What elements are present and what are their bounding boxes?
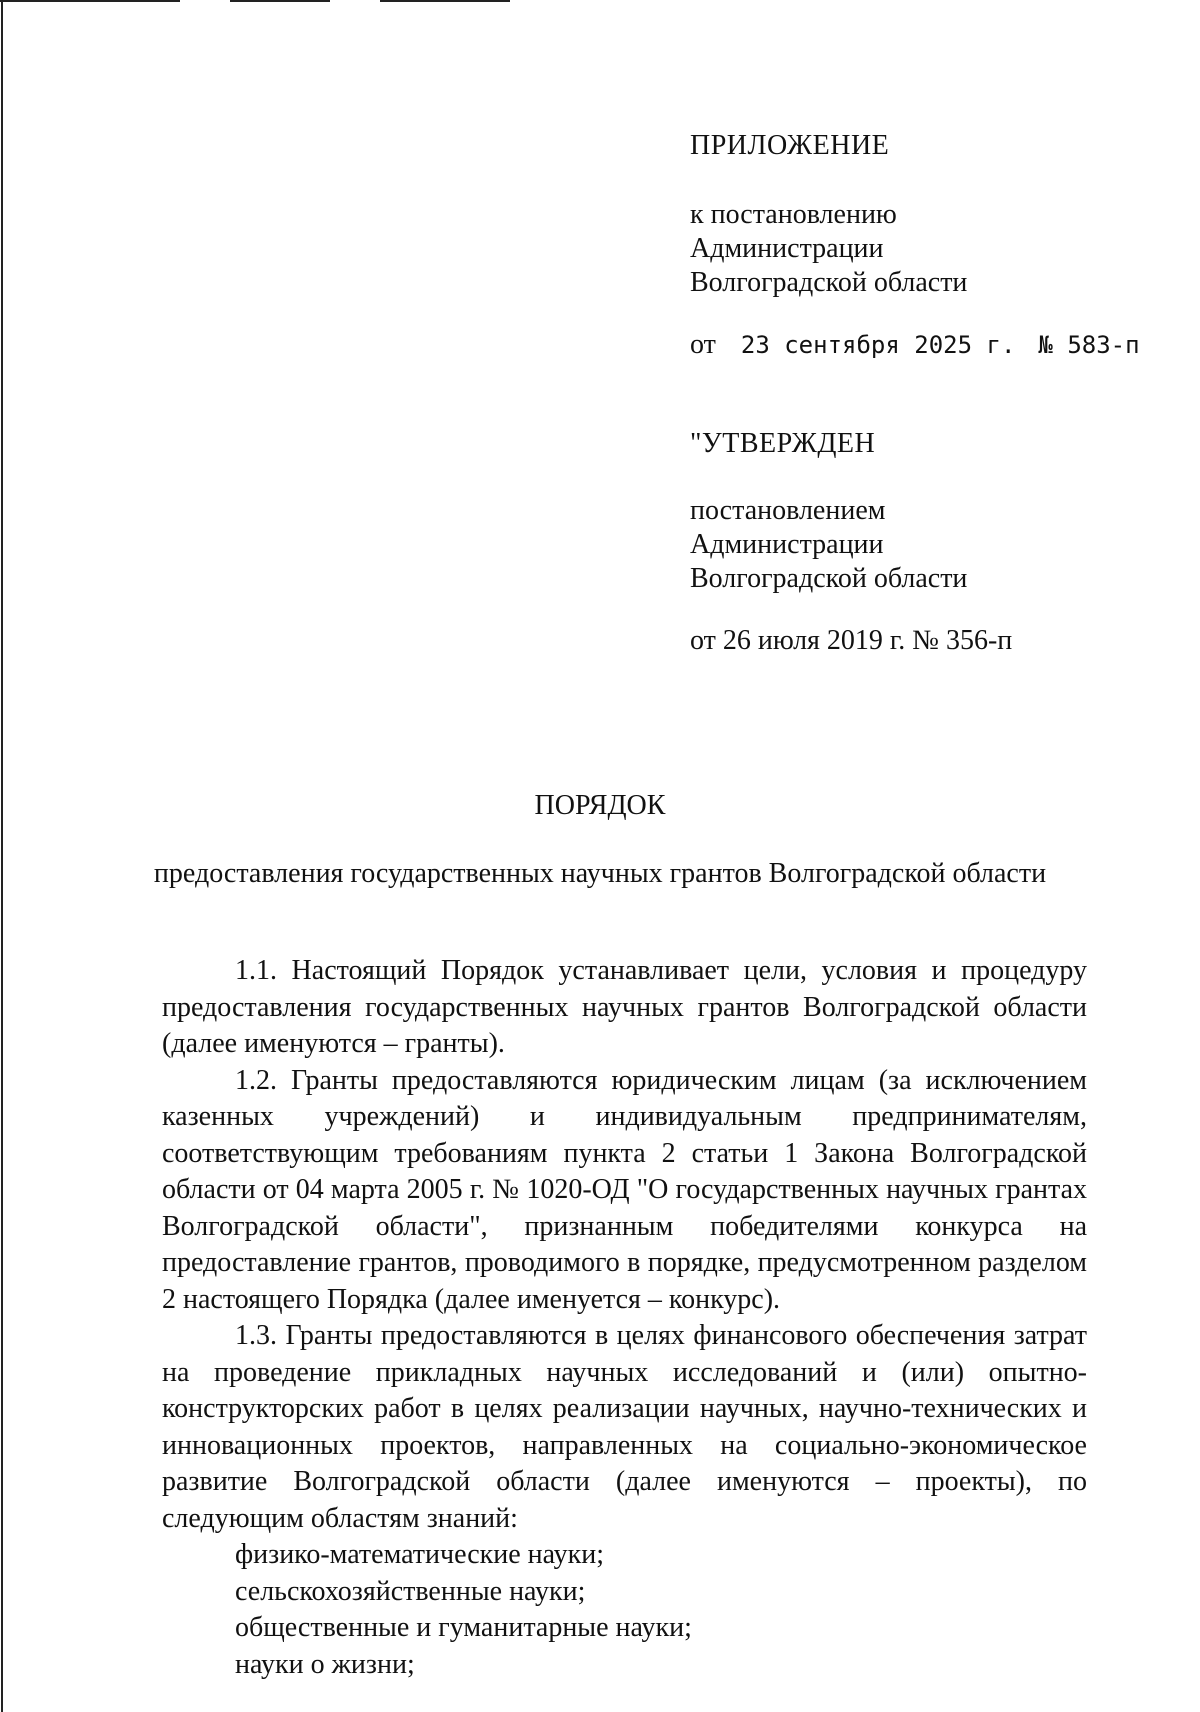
- date-prefix: от: [690, 329, 716, 360]
- number-stamp: № 583-п: [1038, 331, 1140, 359]
- appendix-reference: [690, 198, 967, 300]
- appendix-title: ПРИЛОЖЕНИЕ: [690, 130, 890, 161]
- document-title: ПОРЯДОК: [534, 790, 666, 821]
- approval-title: "УТВЕРЖДЕН: [690, 428, 876, 459]
- scan-edge: [230, 0, 330, 2]
- knowledge-field-item: науки о жизни;: [235, 1648, 415, 1680]
- document-body: [162, 953, 1087, 1683]
- approval-line: Администрации: [690, 529, 884, 560]
- appendix-line: Администрации: [690, 233, 884, 264]
- approval-date-line: от 26 июля 2019 г. № 356-п: [690, 625, 1013, 656]
- appendix-line: Волгоградской области: [690, 267, 968, 298]
- approval-reference: [690, 494, 967, 596]
- scan-edge: [1, 0, 3, 1712]
- date-stamp: 23 сентября 2025 г.: [740, 331, 1016, 359]
- paragraph-1-3: 1.3. Гранты предоставляются в целях финансового обеспечения затрат на проведение прикладных научных исследований и (или) опытно-конструкторских работ в целях реализации научных, научно-технических и инновационных проектов, направленных на социально-экономическое развитие Волгоградской области (далее именуются – проекты), по следующим областям знаний:: [162, 1320, 1087, 1534]
- appendix-date-line: [690, 328, 1140, 362]
- document-subtitle: предоставления государственных научных грантов Волгоградской области: [153, 858, 1047, 889]
- knowledge-field-item: общественные и гуманитарные науки;: [235, 1612, 692, 1643]
- knowledge-field-item: физико-математические науки;: [235, 1539, 605, 1570]
- approval-line: постановлением: [690, 495, 886, 526]
- appendix-line: к постановлению: [690, 199, 897, 230]
- paragraph-1-2: 1.2. Гранты предоставляются юридическим лицам (за исключением казенных учреждений) и индивидуальным предпринимателям, соответствующим требованиям пункта 2 статьи 1 Закона Волгоградской области от 04 марта 2005 г. № 1020-ОД "О государственных научных грантах Волгоградской области", признанным победителями конкурса на предоставление грантов, проводимого в порядке, предусмотренном разделом 2 настоящего Порядка (далее именуется – конкурс).: [162, 1064, 1087, 1315]
- knowledge-field-item: сельскохозяйственные науки;: [235, 1575, 586, 1607]
- scan-edge: [380, 0, 510, 2]
- paragraph-1-1: 1.1. Настоящий Порядок устанавливает цели, условия и процедуру предоставления государственных научных грантов Волгоградской области (далее именуются – гранты).: [162, 955, 1087, 1059]
- approval-line: Волгоградской области: [690, 563, 968, 594]
- scan-edge: [0, 0, 180, 2]
